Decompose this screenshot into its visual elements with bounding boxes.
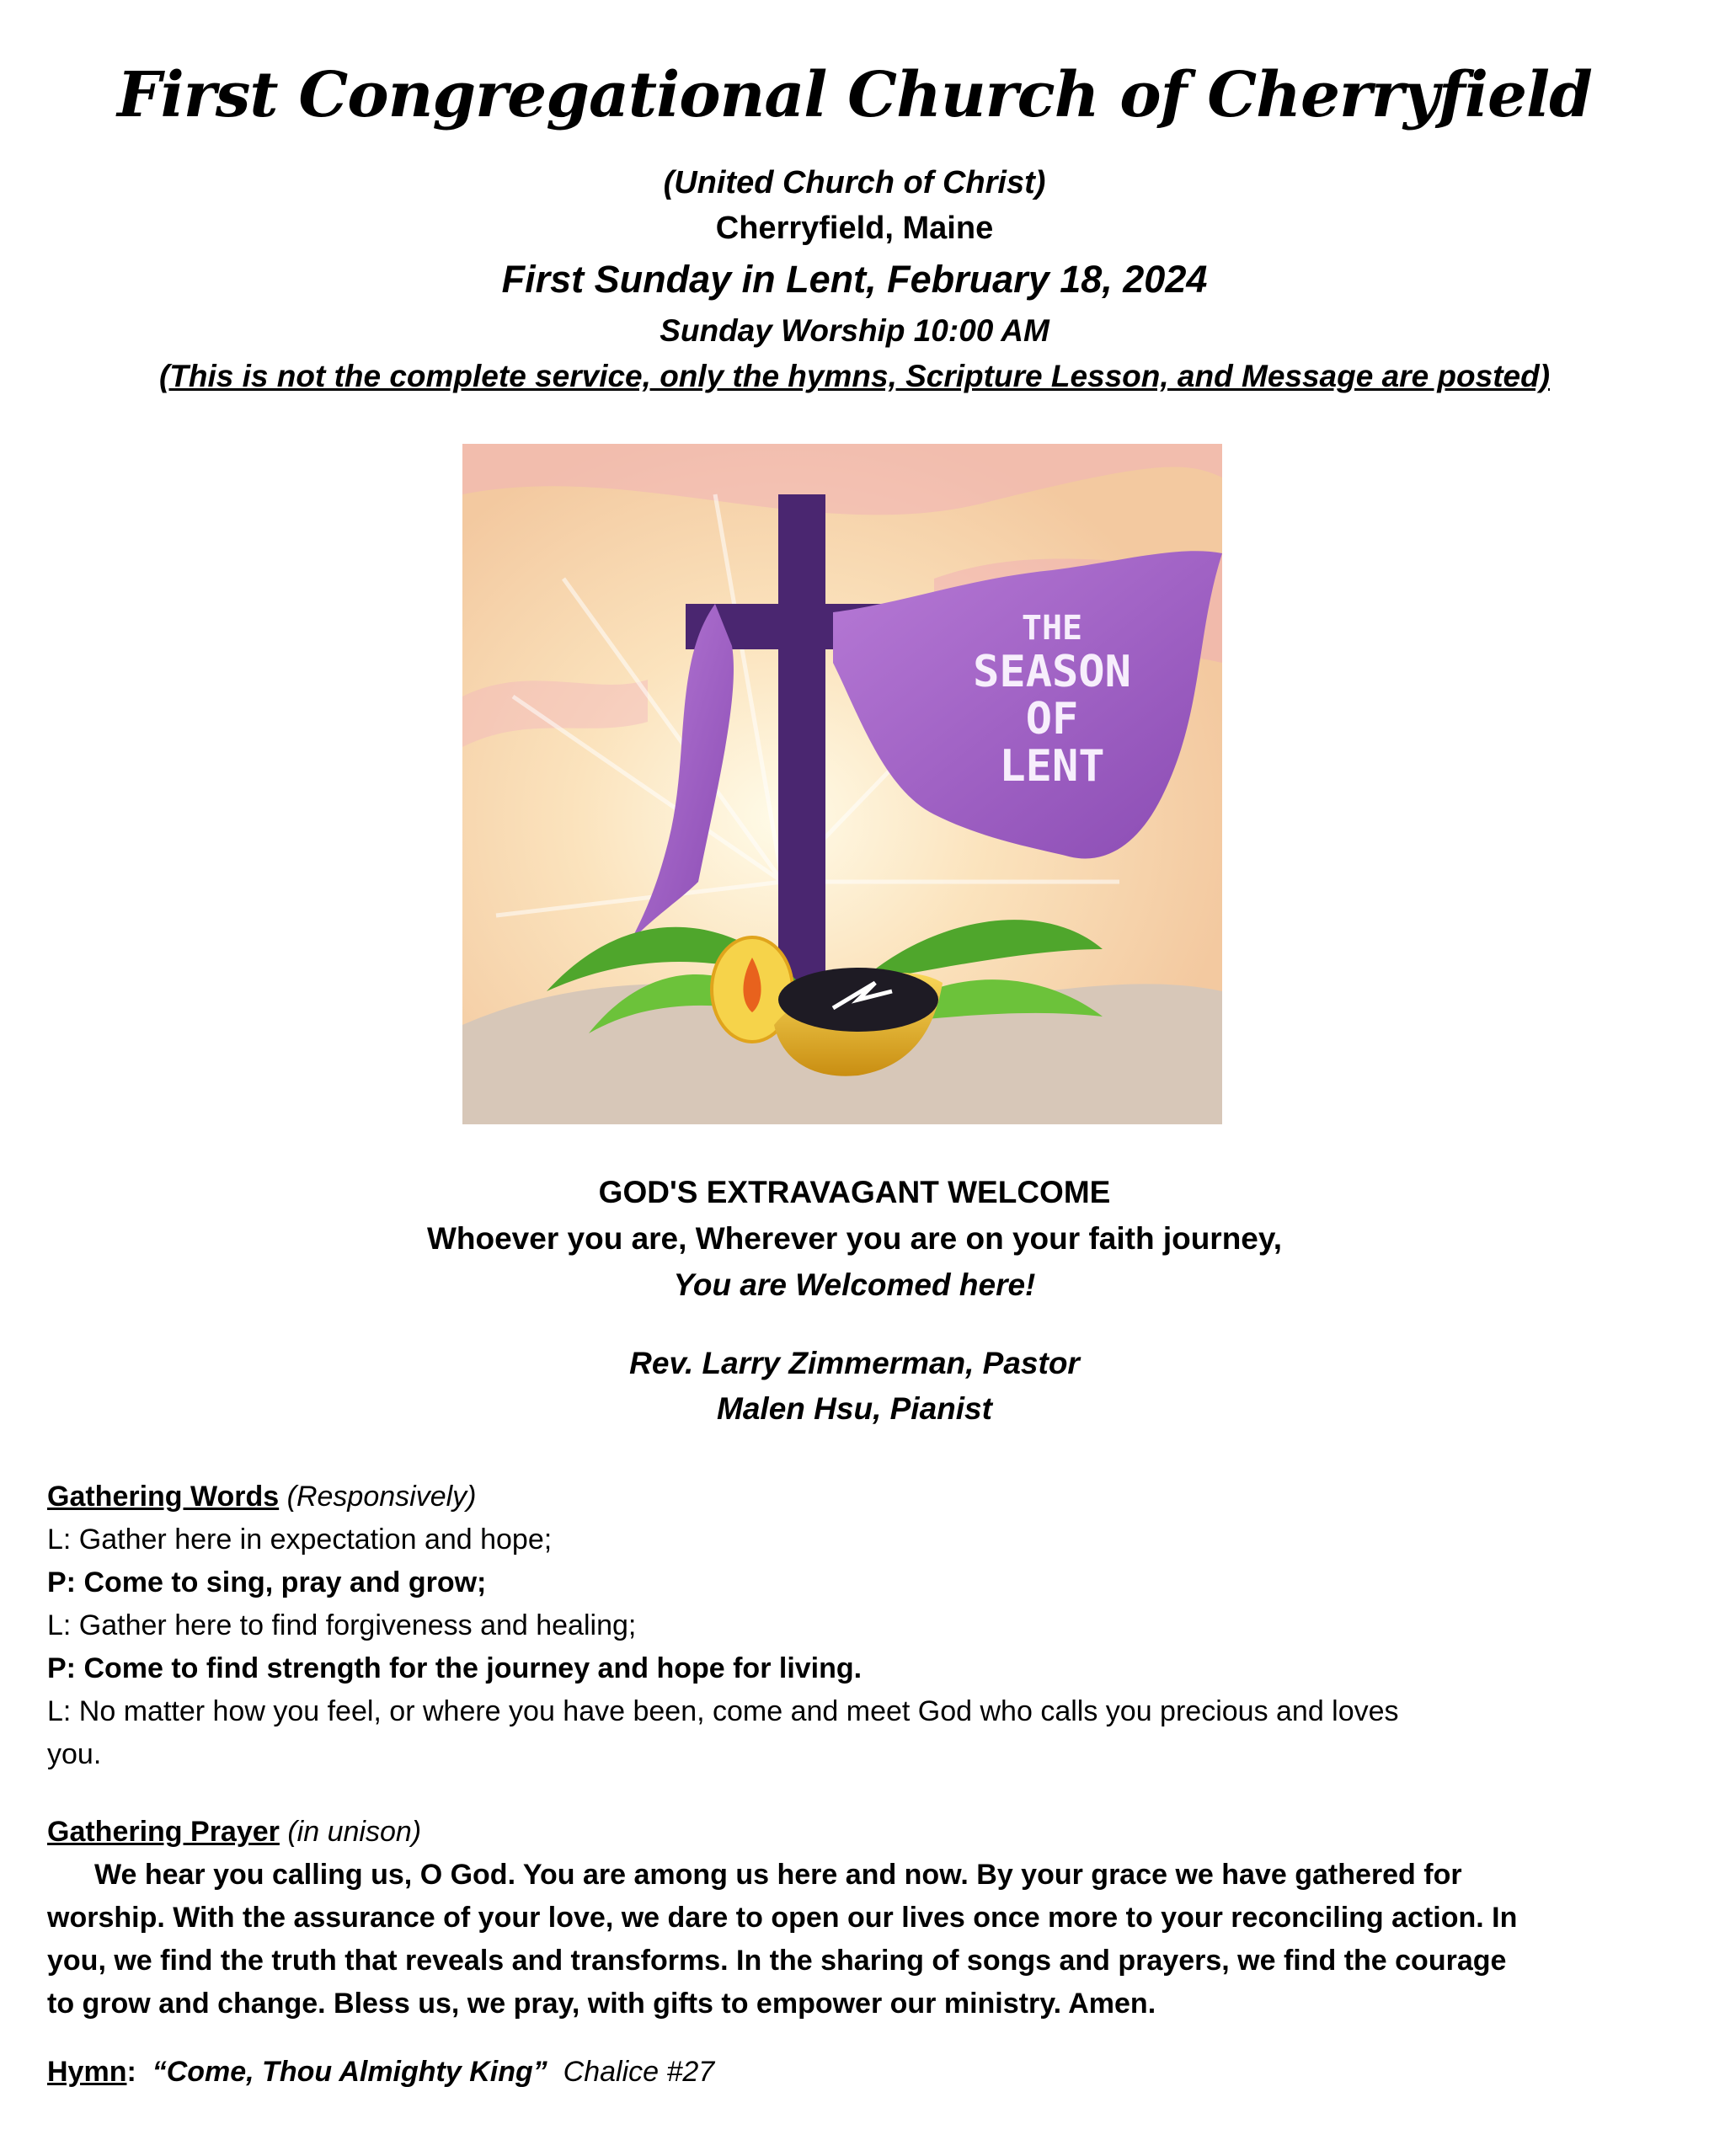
hymn-reference: Chalice #27 — [563, 2056, 715, 2088]
pastor-name: Rev. Larry Zimmerman, Pastor — [629, 1346, 1080, 1380]
gathering-words-line: L: Gather here to find forgiveness and healing; — [47, 1609, 637, 1641]
welcome-heading: GOD'S EXTRAVAGANT WELCOME — [598, 1175, 1111, 1209]
gathering-words-line: P: Come to find strength for the journey and hope for living. — [47, 1652, 863, 1684]
gathering-prayer-line: you, we find the truth that reveals and transforms. In the sharing of songs and prayers, we find the courage — [47, 1945, 1507, 1977]
gathering-words-mode: (Responsively) — [286, 1481, 477, 1513]
gathering-words-heading-line — [47, 1476, 1648, 1518]
gathering-prayer-line: We hear you calling us, O God. You are among us here and now. By your grace we have gathered for — [94, 1859, 1462, 1891]
gathering-words-section — [47, 1476, 1648, 1776]
hymn-colon: : — [126, 2056, 136, 2088]
banner-text-line-2: SEASON — [973, 647, 1131, 697]
gathering-words-line: P: Come to sing, pray and grow; — [47, 1566, 487, 1598]
season-of-lent-illustration — [462, 444, 1222, 1124]
gathering-prayer-mode: (in unison) — [287, 1816, 422, 1848]
hymn-title: “Come, Thou Almighty King” — [152, 2056, 547, 2088]
gathering-prayer-section — [47, 1811, 1648, 2025]
location: Cherryfield, Maine — [715, 211, 994, 246]
service-occasion: First Sunday in Lent, February 18, 2024 — [501, 258, 1208, 301]
gathering-prayer-line: to grow and change. Bless us, we pray, with gifts to empower our ministry. Amen. — [47, 1988, 1156, 2020]
hymn-section — [47, 2051, 1648, 2094]
welcome-line-2: You are Welcomed here! — [673, 1267, 1036, 1302]
hymn-label: Hymn — [47, 2056, 127, 2088]
cross-vertical-beam — [778, 494, 825, 1033]
pianist-name: Malen Hsu, Pianist — [717, 1391, 992, 1426]
gathering-words-heading: Gathering Words — [47, 1481, 280, 1513]
welcome-line-1: Whoever you are, Wherever you are on your faith journey, — [426, 1221, 1282, 1256]
church-name: First Congregational Church of Cherryfield — [117, 59, 1592, 131]
gathering-words-line: L: No matter how you feel, or where you have been, come and meet God who calls you precious and loves — [47, 1695, 1399, 1727]
worship-time: Sunday Worship 10:00 AM — [660, 313, 1049, 348]
posting-note: (This is not the complete service, only the hymns, Scripture Lesson, and Message are posted) — [158, 359, 1551, 393]
gathering-words-line: L: Gather here in expectation and hope; — [47, 1524, 553, 1556]
gathering-prayer-heading-line — [47, 1811, 1648, 1854]
gathering-prayer-line: worship. With the assurance of your love, we dare to open our lives once more to your reconciling action. In — [47, 1902, 1518, 1934]
banner-text-line-3: OF — [1025, 694, 1079, 744]
banner-text-line-1: THE — [1021, 609, 1083, 648]
gathering-prayer-heading: Gathering Prayer — [47, 1816, 280, 1848]
denomination: (United Church of Christ) — [663, 165, 1046, 200]
gathering-words-line: you. — [47, 1738, 102, 1770]
banner-text-line-4: LENT — [999, 741, 1105, 792]
